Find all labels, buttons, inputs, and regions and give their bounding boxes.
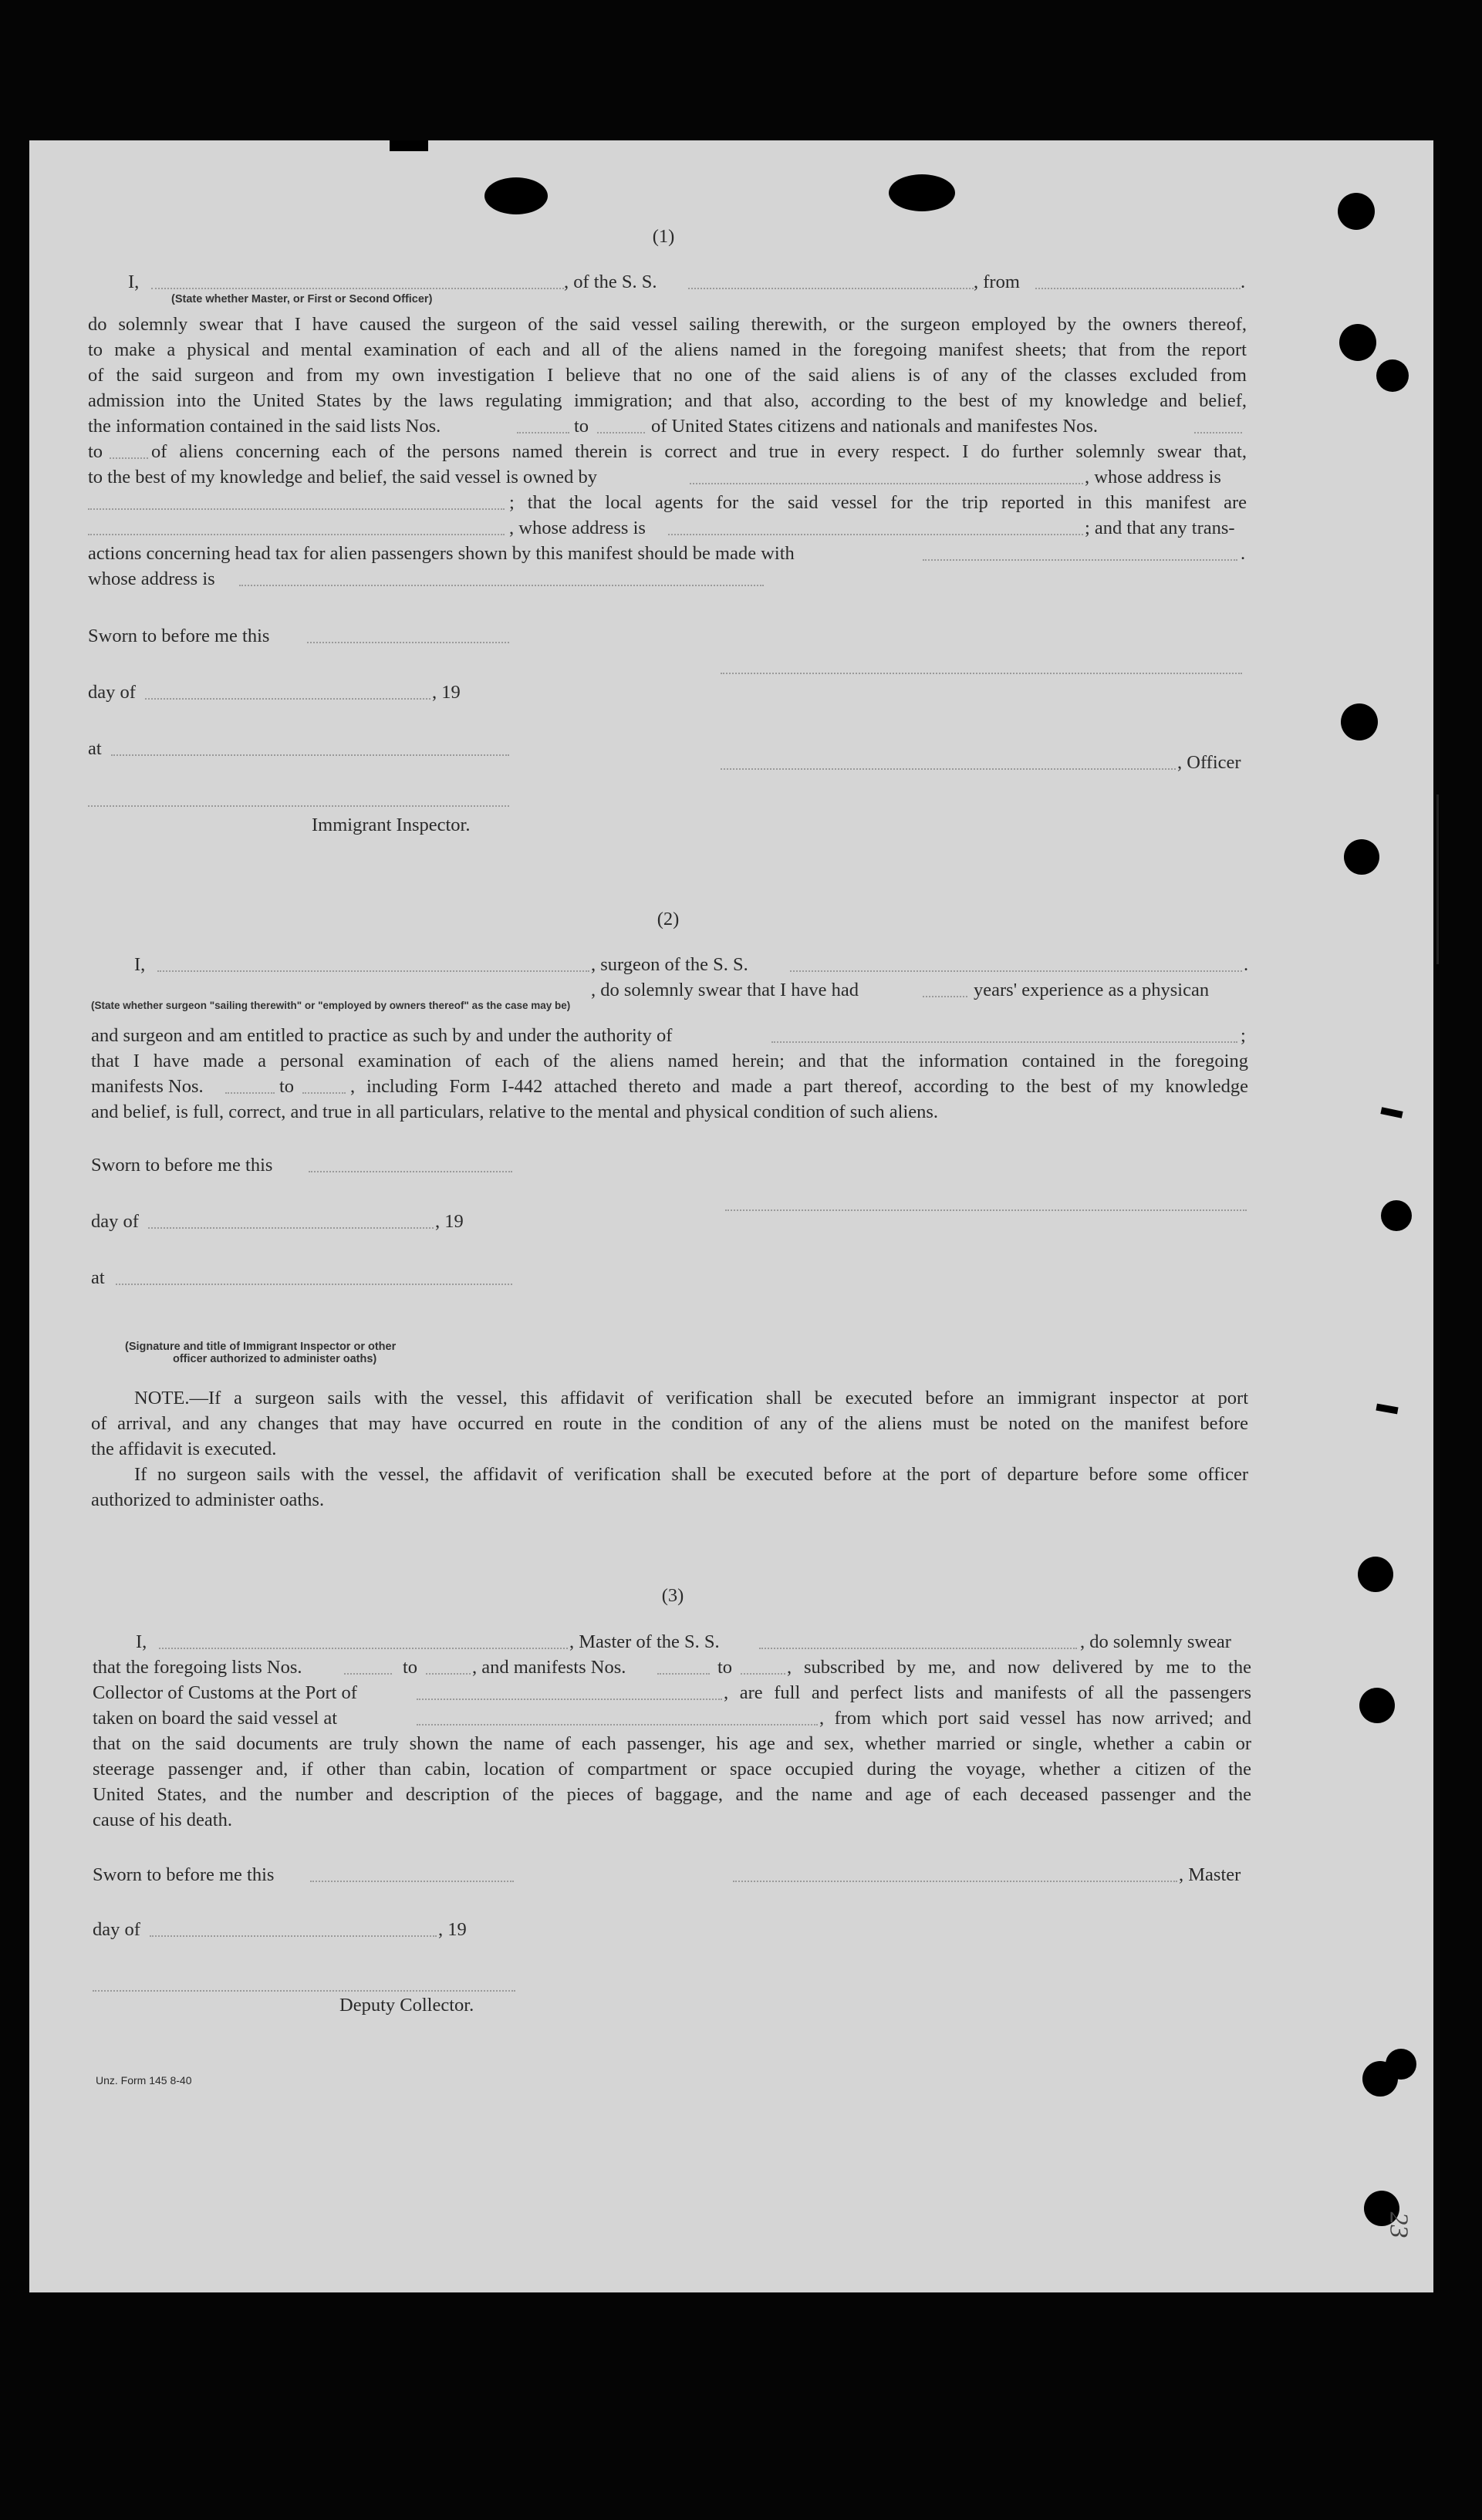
section1-year: , 19: [432, 682, 461, 703]
section1-day-of: day of: [88, 682, 136, 703]
master-signature-line: [733, 1881, 1177, 1882]
section3-line3-b: , are full and perfect lists and manifests of all the passengers: [724, 1682, 1251, 1703]
section2-line5-a: manifests Nos.: [91, 1076, 204, 1097]
section3-day-of: day of: [93, 1919, 140, 1940]
manifest-nos-blank: [1194, 432, 1242, 433]
surgeon-ship-blank: [790, 970, 1242, 972]
from-port-blank: [1035, 288, 1241, 289]
handwritten-page-number: 23: [1384, 2211, 1413, 2238]
section3-number: (3): [661, 1585, 684, 1606]
section2-day-of: day of: [91, 1211, 139, 1232]
section3-line: that on the said documents are truly shown the name of each passenger, his age and sex, whether married or single, whether a cabin or: [93, 1733, 1251, 1754]
punch-hole: [1376, 359, 1409, 392]
section2-i: I,: [134, 954, 146, 975]
section1-officer: , Officer: [1177, 752, 1241, 773]
section3-line2-a: that the foregoing lists Nos.: [93, 1657, 302, 1678]
section1-line9-b: ; and that any trans-: [1085, 518, 1235, 538]
section1-line1-end: .: [1241, 272, 1246, 292]
section2-at: at: [91, 1267, 105, 1288]
note-line: the affidavit is executed.: [91, 1439, 277, 1459]
manifest-to-blank: [110, 457, 148, 459]
section3-line2-d: to: [717, 1657, 733, 1678]
day-of-blank-3: [150, 1935, 437, 1937]
section3-line: cause of his death.: [93, 1810, 232, 1830]
section1-inspector: Immigrant Inspector.: [312, 815, 471, 835]
section1-line: to make a physical and mental examination of each and all of the aliens named in the foregoing manifest sheets; that from the report: [88, 339, 1247, 360]
section3-master: , Master: [1179, 1864, 1241, 1885]
section2-sig-note-2: officer authorized to administer oaths): [173, 1353, 377, 1365]
section3-collector: Deputy Collector.: [339, 1995, 474, 2016]
section3-i: I,: [136, 1631, 147, 1652]
note-line: authorized to administer oaths.: [91, 1489, 325, 1510]
sworn-day-blank-3: [310, 1881, 514, 1882]
section1-line5-a: the information contained in the said lists Nos.: [88, 416, 441, 437]
section2-line4: that I have made a personal examination of each of the aliens named herein; and that the information contained in the foregoing: [91, 1051, 1248, 1071]
embarkation-port-blank: [417, 1724, 818, 1726]
punch-hole: [1341, 703, 1378, 740]
section2-line5-b: to: [279, 1076, 295, 1097]
note-line: of arrival, and any changes that may have occurred en route in the condition of any of the aliens must be noted on the manifest before: [91, 1413, 1248, 1434]
master-name-blank-3: [159, 1648, 568, 1649]
sworn-day-blank-2: [309, 1171, 512, 1172]
officer-signature-line-1: [721, 673, 1242, 674]
section1-sworn: Sworn to before me this: [88, 626, 270, 646]
agents-blank: [88, 534, 505, 535]
section1-line10-a: actions concerning head tax for alien passengers shown by this manifest should be made with: [88, 543, 795, 564]
collector-signature-line: [93, 1990, 515, 1992]
section2-sig-note-1: (Signature and title of Immigrant Inspector or other: [125, 1341, 397, 1353]
section2-line5-c: , including Form I-442 attached thereto and made a part thereof, according to the best of my knowledge: [350, 1076, 1248, 1097]
section1-from-label: , from: [974, 272, 1020, 292]
section2-year: , 19: [435, 1211, 464, 1232]
section2-number: (2): [657, 909, 680, 929]
sworn-day-blank: [307, 642, 509, 643]
section2-state-note: (State whether surgeon "sailing therewith" or "employed by owners thereof" as the case may be): [91, 1000, 571, 1011]
section3-master-label: , Master of the S. S.: [569, 1631, 720, 1652]
master-name-blank: [151, 288, 564, 289]
section1-line10-b: .: [1241, 543, 1246, 564]
note-line: If no surgeon sails with the vessel, the affidavit of verification shall be executed before at the port of departure before some officer: [134, 1464, 1248, 1485]
section1-ship-label: , of the S. S.: [564, 272, 657, 292]
head-tax-address-blank: [239, 585, 764, 586]
section3-year: , 19: [438, 1919, 467, 1940]
form-number: Unz. Form 145 8-40: [96, 2074, 192, 2087]
manifests-to-blank-3: [741, 1673, 785, 1675]
day-of-blank-2: [148, 1227, 434, 1229]
manifests-from-blank-3: [657, 1673, 710, 1675]
manifests-to-blank: [302, 1092, 346, 1094]
section1-line9-a: , whose address is: [509, 518, 646, 538]
section2-line2-a: , do solemnly swear that I have had: [591, 980, 859, 1000]
section3-sworn: Sworn to before me this: [93, 1864, 275, 1885]
punch-hole: [1386, 2049, 1416, 2080]
ship-name-blank: [688, 288, 974, 289]
section1-line11: whose address is: [88, 568, 215, 589]
section2-sworn: Sworn to before me this: [91, 1155, 273, 1176]
scan-mark: [390, 140, 428, 151]
surgeon-name-blank: [157, 970, 589, 972]
surgeon-signature-line: [725, 1209, 1247, 1211]
ship-name-blank-3: [759, 1648, 1077, 1649]
section2-surgeon-label: , surgeon of the S. S.: [591, 954, 748, 975]
section3-swear: , do solemnly swear: [1080, 1631, 1231, 1652]
note-line: NOTE.—If a surgeon sails with the vessel, this affidavit of verification shall be executed before an immigrant inspector at port: [134, 1388, 1248, 1408]
section1-line: of the said surgeon and from my own investigation I believe that no one of the said aliens is of any of the classes excluded from: [88, 365, 1247, 386]
section1-line7-b: , whose address is: [1085, 467, 1221, 487]
punch-hole: [1338, 193, 1375, 230]
section1-number: (1): [652, 226, 675, 247]
section1-line6-b: of aliens concerning each of the persons named therein is correct and true in every respect. I do further solemnly swear that,: [151, 441, 1247, 462]
section3-line4-a: taken on board the said vessel at: [93, 1708, 338, 1729]
section3-line4-b: , from which port said vessel has now arrived; and: [819, 1708, 1251, 1729]
section3-line: steerage passenger and, if other than cabin, location of compartment or space occupied during the voyage, whether a citizen of the: [93, 1759, 1251, 1780]
officer-signature-line-2: [721, 768, 1176, 770]
inspector-signature-line: [88, 805, 509, 807]
section2-line2-b: years' experience as a physican: [974, 980, 1210, 1000]
authority-blank: [771, 1041, 1237, 1043]
at-place-blank-2: [116, 1284, 512, 1285]
section1-line: admission into the United States by the laws regulating immigration; and that also, according to the best of my knowledge and belief,: [88, 390, 1247, 411]
section1-line8: ; that the local agents for the said vessel for the trip reported in this manifest are: [509, 492, 1247, 513]
section2-line6: and belief, is full, correct, and true in all particulars, relative to the mental and physical condition of such aliens.: [91, 1101, 939, 1122]
section1-line6-a: to: [88, 441, 103, 462]
years-experience-blank: [923, 996, 967, 997]
section1-line5-b: to: [574, 416, 589, 437]
section3-line2-e: , subscribed by me, and now delivered by me to the: [787, 1657, 1251, 1678]
section1-line5-c: of United States citizens and nationals and manifestes Nos.: [651, 416, 1099, 437]
lists-to-blank: [597, 432, 645, 433]
section2-line1-end: .: [1244, 954, 1249, 975]
section1-line7-a: to the best of my knowledge and belief, the said vessel is owned by: [88, 467, 597, 487]
lists-to-blank-3: [426, 1673, 471, 1675]
head-tax-blank: [923, 559, 1237, 561]
punch-hole: [1358, 1557, 1393, 1592]
port-blank: [417, 1699, 722, 1700]
agents-address-blank: [668, 534, 1083, 535]
at-place-blank: [111, 754, 509, 756]
section1-at: at: [88, 738, 102, 759]
lists-from-blank-3: [344, 1673, 392, 1675]
lists-from-blank: [517, 432, 569, 433]
section1-i: I,: [128, 272, 140, 292]
section1-line: do solemnly swear that I have caused the surgeon of the said vessel sailing therewith, or the surgeon employed by the owners thereof,: [88, 314, 1247, 335]
section2-line3-b: ;: [1241, 1025, 1246, 1046]
section3-line2-b: to: [403, 1657, 418, 1678]
punch-hole: [1344, 839, 1379, 875]
punch-hole: [889, 174, 955, 211]
day-of-blank: [145, 698, 430, 700]
owner-blank: [690, 483, 1083, 484]
section2-line3-a: and surgeon and am entitled to practice as such by and under the authority of: [91, 1025, 673, 1046]
section3-line: United States, and the number and description of the pieces of baggage, and the name and age of each deceased passenger and the: [93, 1784, 1251, 1805]
punch-hole: [1381, 1200, 1412, 1231]
punch-hole: [1339, 324, 1376, 361]
manifests-from-blank: [225, 1092, 275, 1094]
owner-address-blank: [88, 508, 505, 510]
section1-state-note: (State whether Master, or First or Second Officer): [171, 293, 433, 305]
punch-hole: [484, 177, 548, 214]
section3-line2-c: , and manifests Nos.: [472, 1657, 626, 1678]
scan-mark: [1436, 794, 1439, 964]
section3-line3-a: Collector of Customs at the Port of: [93, 1682, 357, 1703]
punch-hole: [1359, 1688, 1395, 1723]
